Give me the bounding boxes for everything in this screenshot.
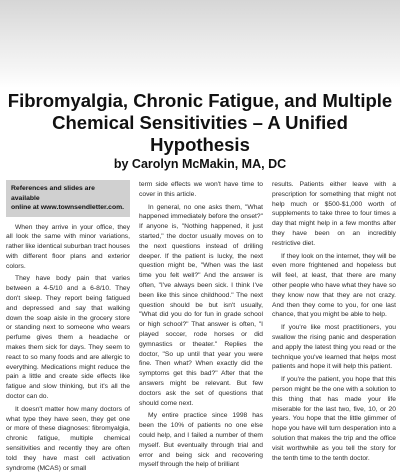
paragraph: In general, no one asks them, "What happened immediately before the onset?" If anyone is, "Nothing happened, it just started," the doctor usually moves on to the next questions instead of drilling deeper. If the patient is lucky, the next question might be, "When was the last time you felt well?" And the answer is often, "I've always been sick. I think I've been like this since childhood." The next question should be but isn't usually, "What did you do for fun in grade school or high school?" That answer is often, "I played soccer, rode horses or did gymnastics or theater." Replies the doctor, "So up until that year you were fine. Then what? When exactly did the symptoms get this bad?" After that the answers might be relevant. But few doctors ask the set of questions that should come next. [139, 203, 263, 407]
references-line-2: online at www.townsendletter.com. [11, 204, 125, 211]
header-band [0, 0, 400, 88]
paragraph: term side effects we won't have time to cover in this article. [139, 181, 263, 198]
column-3 [272, 180, 396, 466]
references-line-1: References and slides are available [11, 185, 95, 202]
column-1 [6, 180, 130, 476]
paragraph: If you're the patient, you hope that this person might be the one with a solution to this thing that has made your life miserable for the last two, five, 10, or 20 years. You hope that the little glimmer of hope you have will turn desperation into a solution that makes the trip and the office visit worthwhile as you tell the story for the tenth time to the tenth doctor. [272, 376, 396, 462]
references-box [6, 180, 130, 217]
paragraph: They have body pain that varies between a 4-5/10 and a 6-8/10. They don't sleep. They report being fatigued and depressed and say that walking down the soap aisle in the grocery store or standing next to someone who wears perfume gives them a headache or makes them sick for days. They seem to react to so many foods and are allergic to everything. Medications might reduce the pain a little and create side effects like fatigue and slow thinking, but it's all the doctor can do. [6, 275, 130, 401]
paragraph: My entire practice since 1998 has been the 10% of patients no one else could help, and I failed a number of them myself. But eventually through trial and error and being sick and recovering myself through the help of brilliant [139, 412, 263, 469]
article-title: Fibromyalgia, Chronic Fatigue, and Multiple Chemical Sensitivities – A Unified Hypothesis [7, 90, 393, 155]
paragraph: If they look on the internet, they will be even more frightened and hopeless but will feel, at least, that there are many other people who have what they have so they know now that they are not crazy. And then they come to you, for one last chance, that you might be able to help. [272, 252, 396, 319]
paragraph: When they arrive in your office, they all look the same with minor variations, rather like identical suburban tract houses with different floor plans and exterior colors. [6, 223, 130, 270]
paragraph: If you're like most practitioners, you swallow the rising panic and desperation and apply the latest thing you read or the technique you've learned that helps most patients and hope it will help this patient. [272, 324, 396, 371]
column-2 [139, 180, 263, 473]
paragraph: results. Patients either leave with a prescription for something that might not help much or $500-$1,000 worth of supplements to take three to four times a day that might help in a few months after they have been on an incredibly restrictive diet. [272, 181, 396, 247]
byline: by Carolyn McMakin, MA, DC [113, 157, 287, 171]
paragraph: It doesn't matter how many doctors of what type they have seen, they get one or more of these diagnoses: fibromyalgia, chronic fatigue, multiple chemical sensitivities and recently they are often told they have mast cell activation syndrome (MCAS) or small [6, 405, 130, 472]
